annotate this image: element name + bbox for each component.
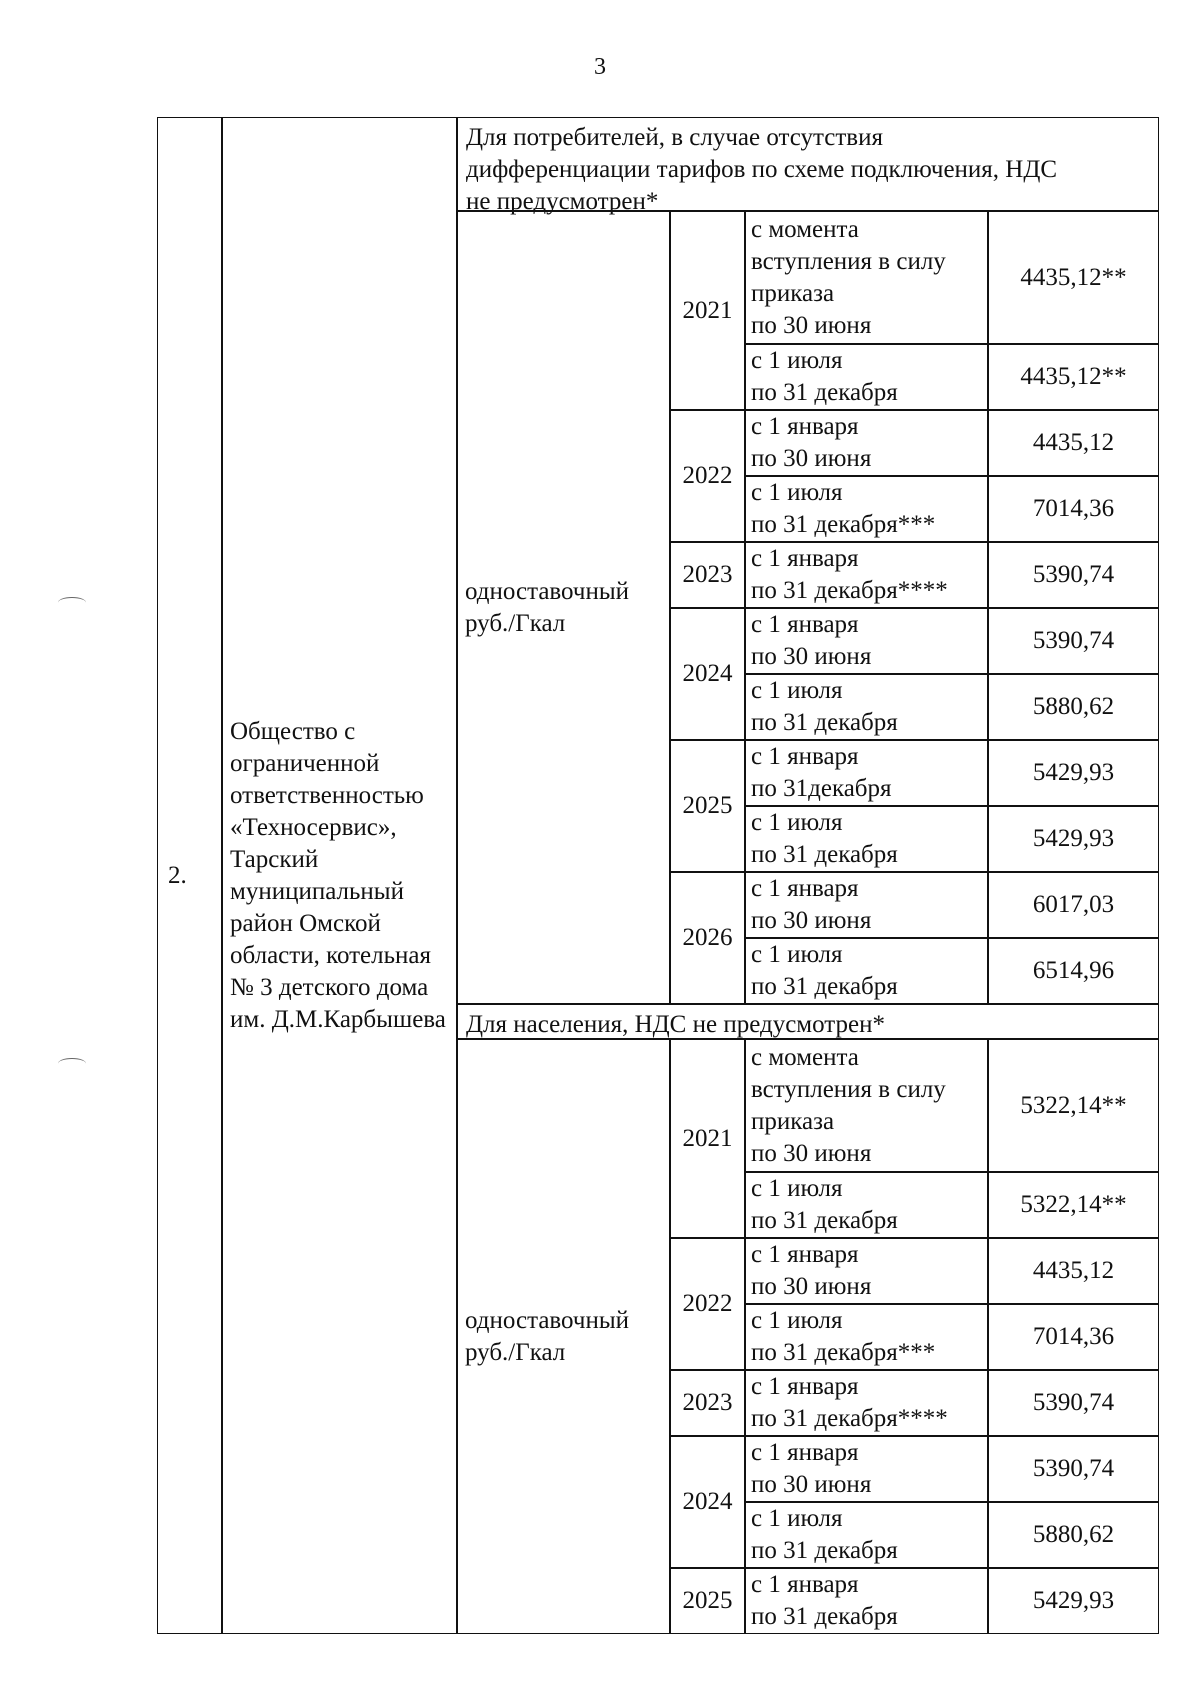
period-cell: с 1 июля по 31 декабря: [745, 1502, 988, 1568]
scan-mark: [58, 1058, 86, 1069]
period-cell: с 1 января по 30 июня: [745, 1238, 988, 1304]
period-cell: с 1 января по 31декабря: [745, 740, 988, 806]
tariff-value: 5322,14**: [988, 1039, 1159, 1172]
year-cell: 2024: [670, 1436, 745, 1568]
period-cell: с 1 января по 30 июня: [745, 872, 988, 938]
rate-type: одноставочный руб./Гкал: [457, 1039, 670, 1634]
tariff-value: 4435,12**: [988, 344, 1159, 410]
tariff-value: 5322,14**: [988, 1172, 1159, 1238]
period-cell: с 1 июля по 31 декабря: [745, 806, 988, 872]
period-cell: с 1 июля по 31 декабря: [745, 674, 988, 740]
tariff-value: 4435,12**: [988, 211, 1159, 344]
year-cell: 2023: [670, 542, 745, 608]
tariff-value: 7014,36: [988, 1304, 1159, 1370]
year-cell: 2021: [670, 211, 745, 410]
period-cell: с 1 июля по 31 декабря: [745, 938, 988, 1004]
scan-mark: [58, 597, 86, 608]
tariff-value: 5429,93: [988, 1568, 1159, 1634]
tariff-value: 7014,36: [988, 476, 1159, 542]
tariff-value: 5880,62: [988, 1502, 1159, 1568]
rate-type: одноставочный руб./Гкал: [457, 211, 670, 1004]
tariff-value: 5390,74: [988, 1370, 1159, 1436]
period-cell: с 1 июля по 31 декабря: [745, 1172, 988, 1238]
page-number: 3: [594, 54, 606, 80]
tariff-value: 5390,74: [988, 1436, 1159, 1502]
period-cell: с 1 июля по 31 декабря***: [745, 476, 988, 542]
organization-name: Общество с ограниченной ответственностью «Техносервис», Тарский муниципальный район Омской области, котельная № 3 детского дома им. Д.М.Карбышева: [222, 117, 457, 1634]
tariff-value: 5390,74: [988, 542, 1159, 608]
period-cell: с 1 января по 30 июня: [745, 410, 988, 476]
tariff-value: 5429,93: [988, 740, 1159, 806]
tariff-value: 4435,12: [988, 410, 1159, 476]
tariff-value: 5429,93: [988, 806, 1159, 872]
period-cell: с 1 января по 31 декабря****: [745, 1370, 988, 1436]
year-cell: 2024: [670, 608, 745, 740]
period-cell: с 1 января по 31 декабря****: [745, 542, 988, 608]
section-header: Для населения, НДС не предусмотрен*: [457, 1004, 1159, 1039]
tariff-value: 5880,62: [988, 674, 1159, 740]
period-cell: с 1 июля по 31 декабря: [745, 344, 988, 410]
tariff-table: [157, 117, 1159, 1634]
period-cell: с 1 января по 30 июня: [745, 608, 988, 674]
section-header: Для потребителей, в случае отсутствия дифференциации тарифов по схеме подключения, НДС не предусмотрен*: [457, 117, 1159, 211]
tariff-value: 6514,96: [988, 938, 1159, 1004]
year-cell: 2026: [670, 872, 745, 1004]
period-cell: с 1 июля по 31 декабря***: [745, 1304, 988, 1370]
tariff-value: 4435,12: [988, 1238, 1159, 1304]
period-cell: с 1 января по 31 декабря: [745, 1568, 988, 1634]
tariff-value: 5390,74: [988, 608, 1159, 674]
year-cell: 2023: [670, 1370, 745, 1436]
year-cell: 2021: [670, 1039, 745, 1238]
year-cell: 2022: [670, 410, 745, 542]
period-cell: с момента вступления в силу приказа по 30 июня: [745, 1039, 988, 1172]
year-cell: 2022: [670, 1238, 745, 1370]
year-cell: 2025: [670, 1568, 745, 1634]
period-cell: с 1 января по 30 июня: [745, 1436, 988, 1502]
year-cell: 2025: [670, 740, 745, 872]
tariff-value: 6017,03: [988, 872, 1159, 938]
row-number: 2.: [157, 117, 222, 1634]
period-cell: с момента вступления в силу приказа по 30 июня: [745, 211, 988, 344]
